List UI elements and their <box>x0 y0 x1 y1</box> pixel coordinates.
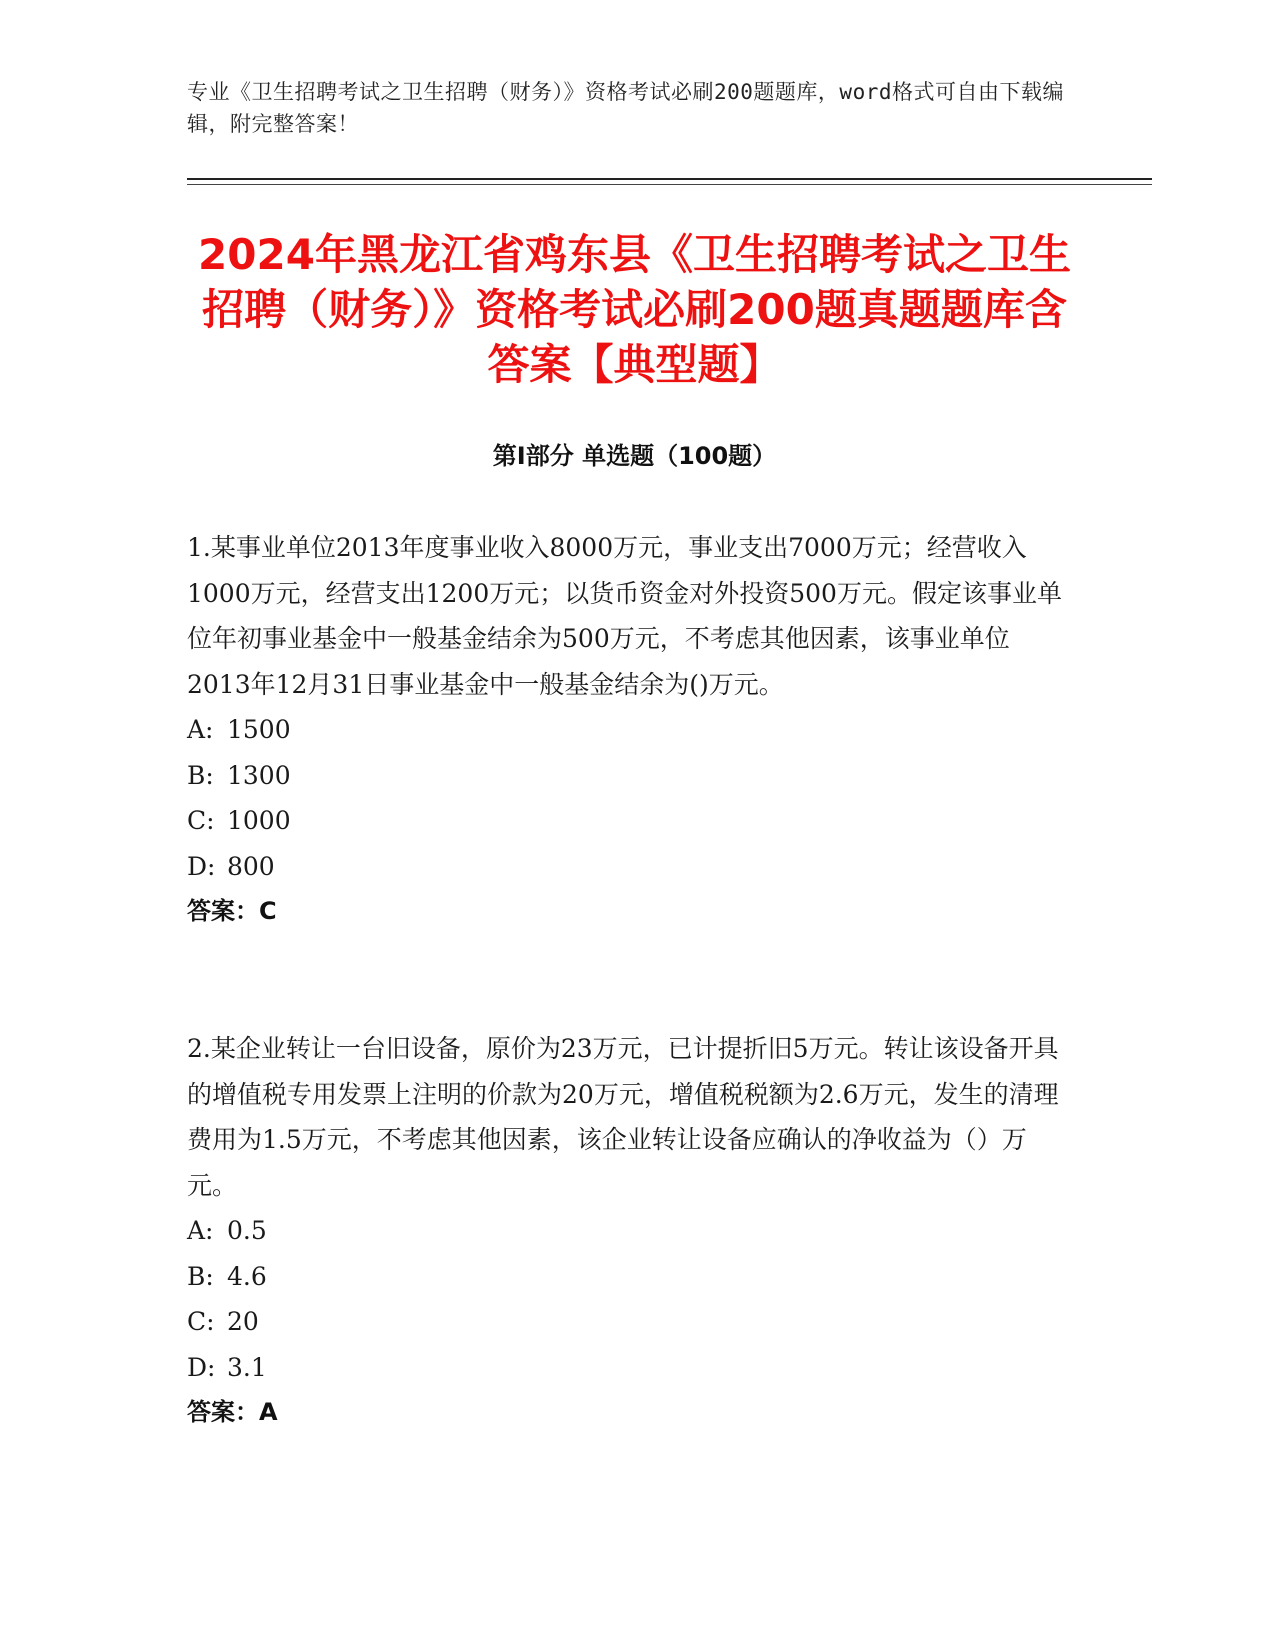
question-stem: 2.某企业转让一台旧设备，原价为23万元，已计提折旧5万元。转让该设备开具的增值税专用发票上注明的价款为20万元，增值税税额为2.6万元，发生的清理费用为1.5万元，不考虑其他因素，该企业转让设备应确认的净收益为（）万元。 <box>187 1034 1059 1200</box>
option-letter: A: <box>187 715 214 744</box>
option-text: 3.1 <box>227 1352 267 1382</box>
option-text: 1500 <box>227 715 291 744</box>
answer-line: 答案：C <box>187 897 277 925</box>
option-letter: C: <box>187 806 215 835</box>
option-text: 20 <box>227 1307 259 1336</box>
option-c <box>187 798 1067 844</box>
header-divider-thick <box>187 178 1152 180</box>
option-d <box>187 1345 1067 1391</box>
question-block <box>187 1026 1067 1434</box>
header-note: 专业《卫生招聘考试之卫生招聘（财务）》资格考试必刷200题题库，word格式可自由下载编辑，附完整答案！ <box>187 80 1064 136</box>
option-text: 1000 <box>227 806 291 835</box>
option-text: 1300 <box>227 760 291 790</box>
answer-line: 答案：A <box>187 1398 278 1426</box>
question-block <box>187 525 1067 933</box>
option-a <box>187 707 1067 753</box>
option-letter: A: <box>187 1216 214 1245</box>
option-letter: B: <box>187 760 214 790</box>
option-text: 0.5 <box>227 1216 267 1245</box>
section-heading: 第I部分 单选题（100题） <box>492 442 777 470</box>
option-b <box>187 753 1067 799</box>
question-stem: 1.某事业单位2013年度事业收入8000万元，事业支出7000万元；经营收入1000万元，经营支出1200万元；以货币资金对外投资500万元。假定该事业单位年初事业基金中一般基金结余为500万元，不考虑其他因素，该事业单位2013年12月31日事业基金中一般基金结余为()万元。 <box>187 533 1062 699</box>
option-letter: D: <box>187 851 216 881</box>
option-letter: B: <box>187 1261 214 1291</box>
option-d <box>187 844 1067 890</box>
header-divider-thin <box>187 184 1152 185</box>
option-b <box>187 1254 1067 1300</box>
option-text: 800 <box>227 851 275 881</box>
option-a <box>187 1208 1067 1254</box>
option-text: 4.6 <box>227 1261 267 1291</box>
option-letter: D: <box>187 1352 216 1382</box>
option-letter: C: <box>187 1307 215 1336</box>
option-c <box>187 1299 1067 1345</box>
document-title: 2024年黑龙江省鸡东县《卫生招聘考试之卫生招聘（财务）》资格考试必刷200题真题题库含答案【典型题】 <box>198 230 1071 389</box>
